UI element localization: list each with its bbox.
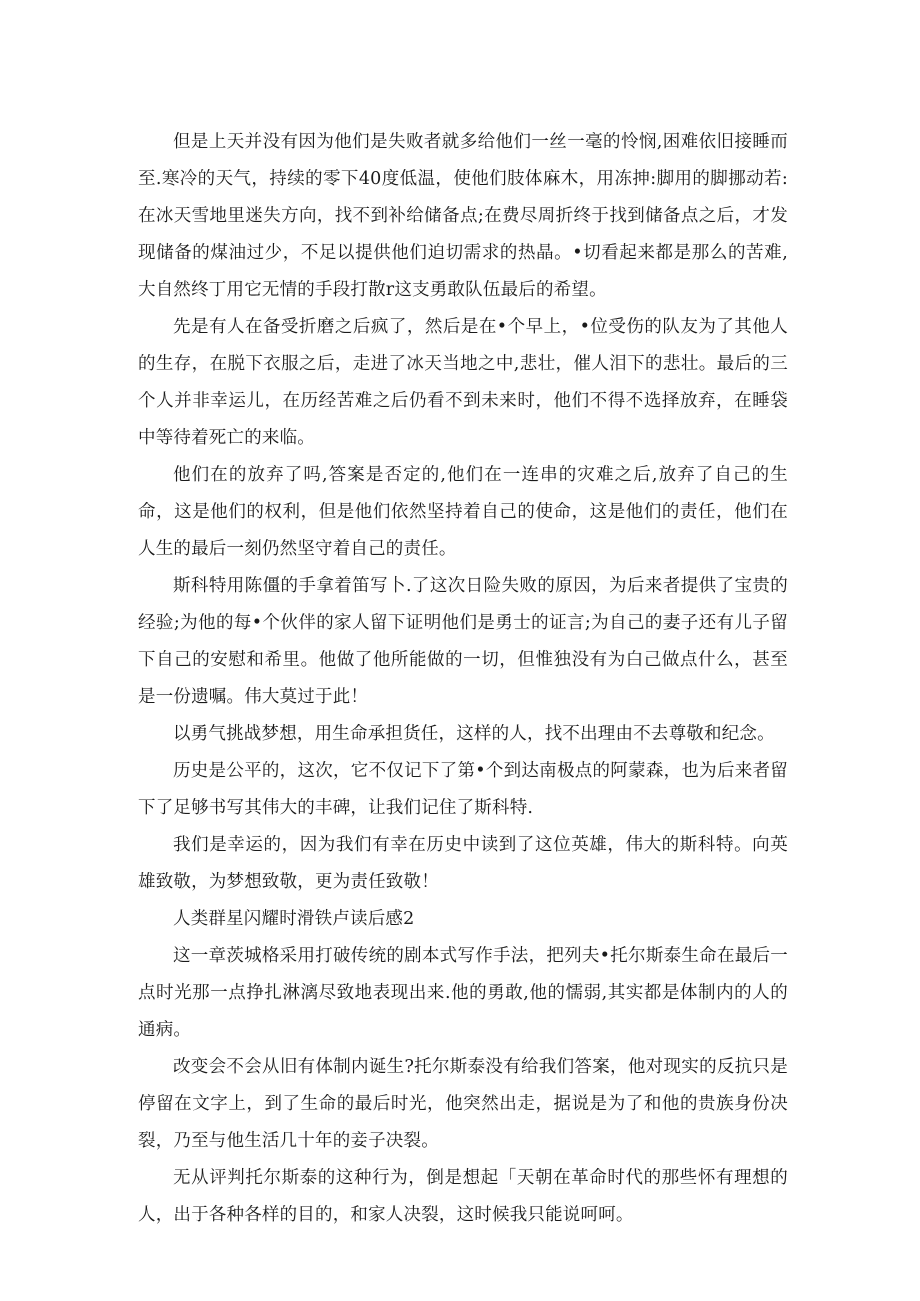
paragraph-7: 我们是幸运的，因为我们有幸在历史中读到了这位英雄，伟大的斯科特。向英雄致敬，为梦想致敬，更为责任致敬！ xyxy=(138,835,788,892)
paragraph-1: 但是上天并没有因为他们是失败者就多给他们一丝一毫的怜悯,困难依旧接睡而至.寒冷的天气，持续的零下40度低温，使他们肢体麻木，用冻抻:脚用的脚挪动若:在冰天雪地里迷失方向，找不到补给储备点;在费尽周折终于找到储备点之后，才发现储备的煤油过少，不足以提供他们迫切需求的热晶。•切看起来都是那么的苦难,大自然终丁用它无情的手段打散r这支勇敢队伍最后的希望。 xyxy=(138,132,788,300)
paragraph-6: 历史是公平的，这次，它不仅记下了第•个到达南极点的阿蒙森，也为后来者留下了足够书写其伟大的丰碑，让我们记住了斯科特. xyxy=(138,761,788,818)
section-heading: 人类群星闪耀时滑铁卢读后感2 xyxy=(173,909,415,929)
paragraph-4: 斯科特用陈僵的手拿着笛写卜.了这次日险失败的原因，为后来者提供了宝贵的经验;为他的每•个伙伴的家人留下证明他们是勇士的证言;为自己的妻子还有儿子留下自己的安慰和希里。他做了他所能做的一切，但惟独没有为白己做点什么，甚至是一份遗嘱。伟大莫过于此！ xyxy=(138,576,788,707)
paragraph-2: 先是有人在备受折磨之后疯了，然后是在•个早上，•位受伤的队友为了其他人的生存，在脱下衣服之后，走进了冰天当地之中,悲壮，催人泪下的悲壮。最后的三个人并非幸运儿，在历经苦难之后仍看不到未来时，他们不得不选择放弃，在睡袋中等待着死亡的来临。 xyxy=(138,317,788,448)
paragraph-3: 他们在的放弃了吗,答案是否定的,他们在一连串的灾难之后,放弃了自己的生命，这是他们的权利，但是他们依然坚持着自己的使命，这是他们的责任，他们在人生的最后一刻仍然坚守着自己的责任。 xyxy=(138,465,788,559)
paragraph-8: 这一章茨城格采用打破传统的剧本式写作手法，把列夫•托尔斯泰生命在最后一点时光那一点挣扎淋漓尽致地表现出来.他的勇敢,他的懦弱,其实都是体制内的人的通病。 xyxy=(138,946,788,1040)
paragraph-5: 以勇气挑战梦想，用生命承担货任，这样的人，找不出理由不去尊敬和纪念。 xyxy=(173,724,775,744)
paragraph-10: 无从评判托尔斯泰的这种行为，倒是想起「天朝在革命时代的那些怀有理想的人，出于各种各样的目的，和家人决裂，这时候我只能说呵呵。 xyxy=(138,1168,788,1225)
document-body xyxy=(138,124,788,1234)
paragraph-9: 改变会不会从旧有体制内诞生?托尔斯泰没有给我们答案，他对现实的反抗只是停留在文字上，到了生命的最后时光，他突然出走，据说是为了和他的贵族身份决裂，乃至与他生活几十年的妾子决裂。 xyxy=(138,1057,788,1151)
